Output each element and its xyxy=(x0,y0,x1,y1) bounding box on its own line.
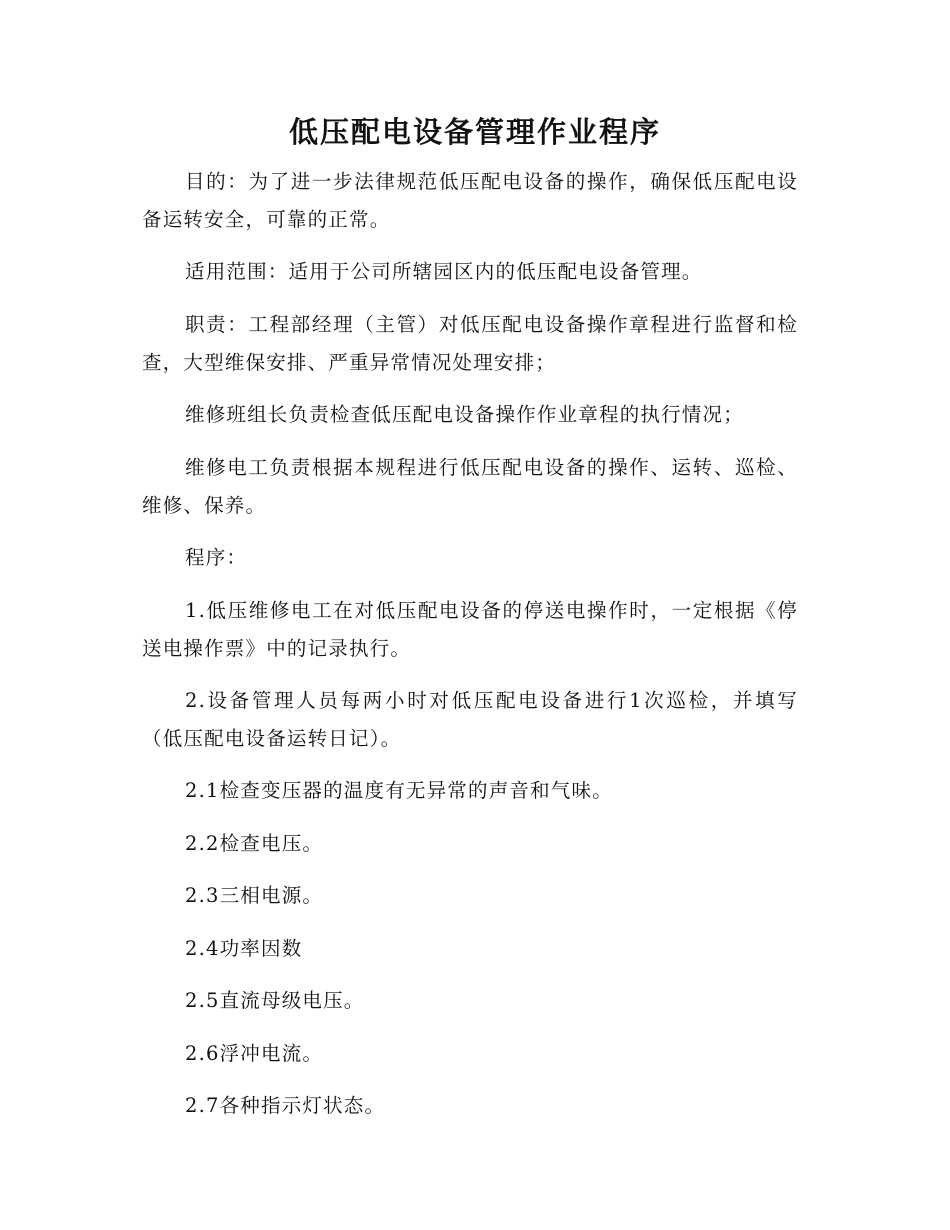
paragraph-step-2-4: 2.4功率因数 xyxy=(185,937,303,960)
paragraph-scope: 适用范围：适用于公司所辖园区内的低压配电设备管理。 xyxy=(185,260,703,283)
paragraph-team-leader: 维修班组长负责检查低压配电设备操作作业章程的执行情况； xyxy=(185,403,744,426)
paragraph-electrician: 维修电工负责根据本规程进行低压配电设备的操作、运转、巡检、维修、保养。 xyxy=(142,456,798,517)
paragraph-step-2-6: 2.6浮冲电流。 xyxy=(185,1042,324,1065)
paragraph-step-2-7: 2.7各种指示灯状态。 xyxy=(185,1094,386,1117)
paragraph-step-2-1: 2.1检查变压器的温度有无异常的声音和气味。 xyxy=(185,779,613,802)
paragraph-step-2-3: 2.3三相电源。 xyxy=(185,884,324,907)
paragraph-purpose: 目的：为了进一步法律规范低压配电设备的操作，确保低压配电设备运转安全，可靠的正常。 xyxy=(142,170,798,231)
paragraph-step-2-5: 2.5直流母级电压。 xyxy=(185,989,365,1012)
paragraph-step-2: 2.设备管理人员每两小时对低压配电设备进行1次巡检，并填写（低压配电设备运转日记）。 xyxy=(142,689,798,750)
paragraph-step-1: 1.低压维修电工在对低压配电设备的停送电操作时，一定根据《停送电操作票》中的记录执行。 xyxy=(142,599,798,660)
paragraph-step-2-2: 2.2检查电压。 xyxy=(185,832,324,855)
page-title: 低压配电设备管理作业程序 xyxy=(288,115,661,149)
paragraph-procedure-heading: 程序： xyxy=(185,546,248,569)
paragraph-responsibility: 职责：工程部经理（主管）对低压配电设备操作章程进行监督和检查，大型维保安排、严重异常情况处理安排； xyxy=(142,313,798,374)
